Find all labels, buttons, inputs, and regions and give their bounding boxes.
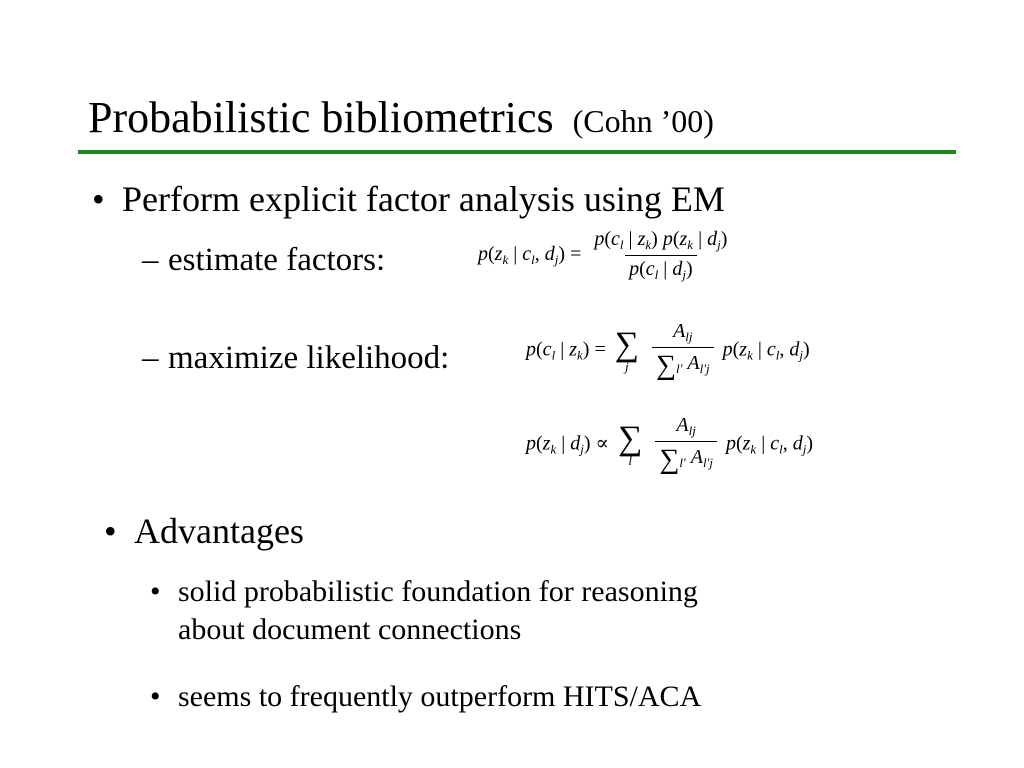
dash-icon: – — [142, 340, 159, 376]
bullet-icon: • — [150, 680, 161, 713]
bullet-text: Advantages — [134, 511, 304, 551]
bullet-text: Perform explicit factor analysis using EM — [122, 179, 725, 219]
slide-title — [88, 92, 714, 147]
subbullet-text-line2: about document connections — [178, 613, 522, 646]
slide-title-main: Probabilistic bibliometrics — [88, 93, 554, 142]
subbullet-estimate-factors — [142, 240, 385, 280]
bullet-advantages — [104, 510, 304, 552]
subbullet-probabilistic-foundation — [150, 573, 698, 649]
equation-estimate-factors: $p(z_k$ | $c_l$, $d_j$) = $\frac{p(c_l | z_k) p(z_k | d_j)}{p(c_l | d_j)}$ — [478, 228, 728, 282]
equation-proportional: $p(z_k$ | $d_j$) ∝ ∑ l $\frac{A_{lj}}{\sum_{l'} A_{l'j}}$ $p(z_k$ | $c_l$, $d_j$) — [526, 414, 814, 475]
subbullet-text: estimate factors: — [168, 242, 386, 278]
subbullet-text: seems to frequently outperform HITS/ACA — [178, 680, 702, 713]
bullet-icon: • — [104, 511, 117, 551]
bullet-icon: • — [92, 179, 105, 219]
subbullet-text: maximize likelihood: — [168, 340, 450, 376]
subbullet-text-line1: solid probabilistic foundation for reasoning — [178, 575, 698, 608]
title-divider — [78, 150, 956, 154]
bullet-icon: • — [150, 575, 161, 608]
dash-icon: – — [142, 242, 159, 278]
subbullet-outperform — [150, 678, 701, 716]
equation-maximize-likelihood: $p(c_l$ | $z_k$) = ∑ j $\frac{A_{lj}}{\sum_{l'} A_{l'j}}$ $p(z_k$ | $c_l$, $d_j$) — [526, 320, 810, 381]
bullet-explicit-factor-analysis — [92, 178, 725, 220]
subbullet-maximize-likelihood — [142, 338, 449, 378]
slide-title-citation: (Cohn ’00) — [572, 103, 714, 139]
